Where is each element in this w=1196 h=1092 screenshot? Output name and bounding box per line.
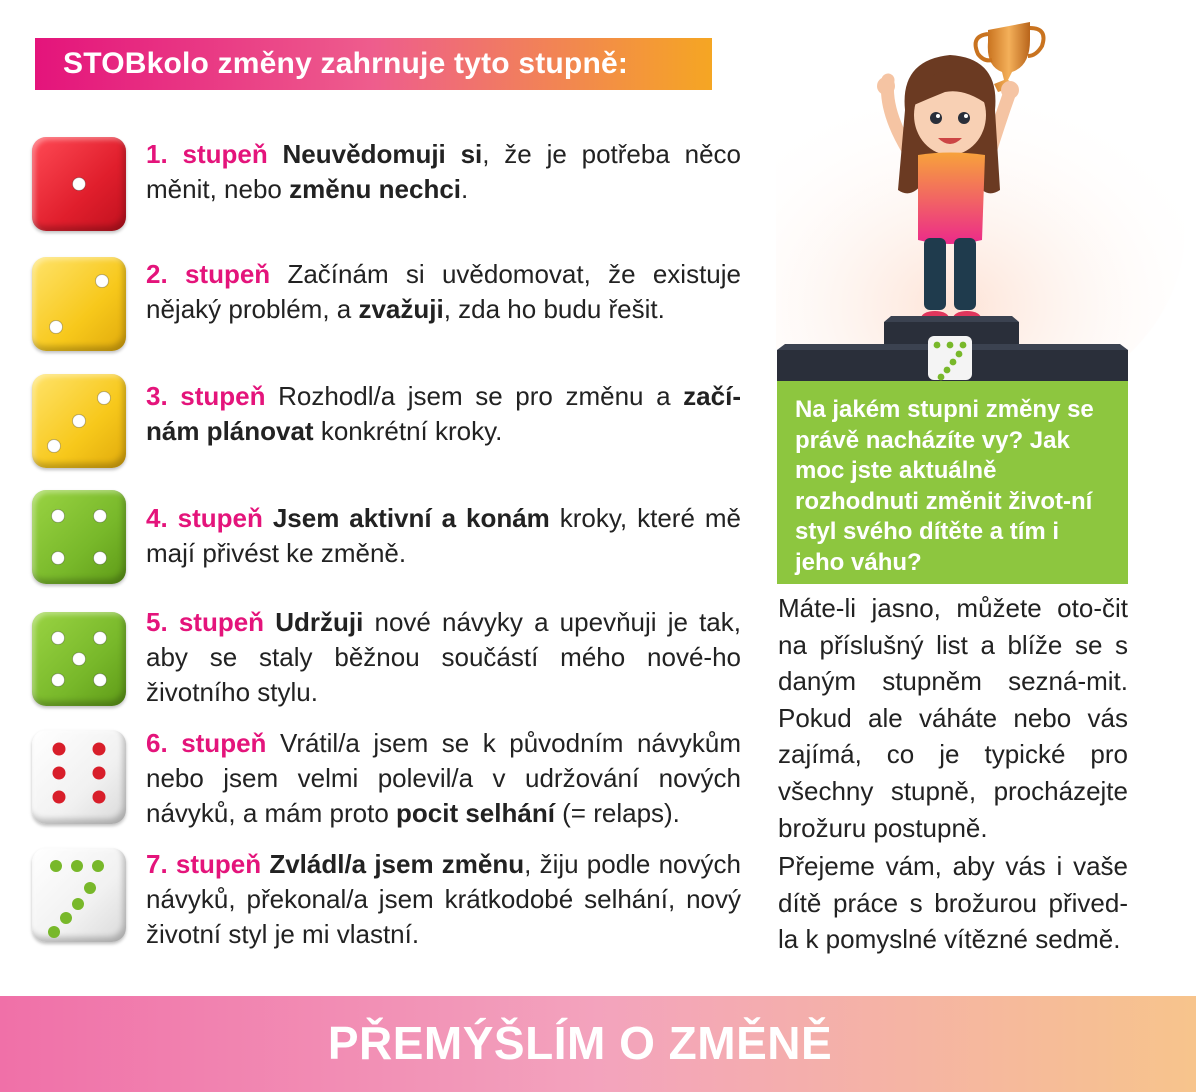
die-pips <box>32 137 126 231</box>
emphasis-text: Udržuji <box>275 607 364 637</box>
die-pip <box>73 415 86 428</box>
stage-text <box>146 137 741 207</box>
right-leg <box>954 238 976 310</box>
info-paragraph: Máte-li jasno, můžete oto-čit na příslušný list a blíže se s daným stupněm sezná-mit. Pokud ale váháte nebo vás zajímá, co je typické pro všechny stupně, procházejte brožuru postupně. <box>778 593 1128 843</box>
emphasis-text: Neuvědomuji si <box>282 139 483 169</box>
die-pip <box>96 275 109 288</box>
die-pip <box>94 632 107 645</box>
stage-description: Neuvědomuji si, že je potřeba něco měnit, nebo změnu nechci. <box>146 139 741 204</box>
stage-text <box>146 726 741 831</box>
die-pip <box>48 926 60 938</box>
question-box <box>777 381 1128 584</box>
die-pips <box>32 730 126 824</box>
die-pip <box>72 898 84 910</box>
stage-number: 4. stupeň <box>146 503 263 533</box>
die-pip <box>52 632 65 645</box>
left-leg <box>924 238 946 310</box>
die-pip <box>52 674 65 687</box>
stage-description: Začínám si uvědomovat, že existuje nějaký problém, a zvažuji, zda ho budu řešit. <box>146 259 741 324</box>
die-pip <box>93 791 106 804</box>
die-pip <box>84 882 96 894</box>
die-pips <box>32 374 126 468</box>
stage-number: 1. stupeň <box>146 139 268 169</box>
die-pip <box>50 860 62 872</box>
die-pip <box>52 510 65 523</box>
die-6-white-icon <box>32 730 126 824</box>
die-pips <box>32 490 126 584</box>
die-pip <box>94 510 107 523</box>
stage-number: 6. stupeň <box>146 728 267 758</box>
header-banner <box>35 38 712 90</box>
stage-number: 3. stupeň <box>146 381 266 411</box>
die-1-red-icon <box>32 137 126 231</box>
die-pip <box>93 743 106 756</box>
die-pip <box>98 392 111 405</box>
girl-on-podium-illustration <box>776 0 1196 385</box>
emphasis-text: Jsem aktivní a konám <box>272 503 550 533</box>
stage-number: 2. stupeň <box>146 259 271 289</box>
emphasis-text: pocit selhání <box>396 798 555 828</box>
die-pips <box>32 612 126 706</box>
die-pip <box>93 767 106 780</box>
die-pip <box>94 552 107 565</box>
header-title: STOBkolo změny zahrnuje tyto stupně: <box>63 47 629 80</box>
stage-description: Udržuji nové návyky a upevňuji je tak, aby se staly běžnou součástí mého nové-ho životního stylu. <box>146 607 741 707</box>
stage-number: 5. stupeň <box>146 607 265 637</box>
footer-title: PŘEMÝŠLÍM O ZMĚNĚ <box>327 1017 833 1069</box>
die-pip <box>48 440 61 453</box>
die-pip <box>53 791 66 804</box>
die-2-yellow-icon <box>32 257 126 351</box>
die-pips <box>32 257 126 351</box>
die-pip <box>71 860 83 872</box>
die-5-green-icon <box>32 612 126 706</box>
die-pip <box>73 178 86 191</box>
stage-description: Vrátil/a jsem se k původním návykům nebo jsem velmi polevil/a v udržování nových návyků, a mám proto pocit selhání (= relaps). <box>146 728 741 828</box>
stage-text <box>146 501 741 571</box>
footer-banner <box>0 996 1196 1092</box>
stage-description: Zvládl/a jsem změnu, žiju podle nových návyků, překonal/a jsem krátkodobé selhání, nový životní styl je mi vlastní. <box>146 849 741 949</box>
stage-description: Jsem aktivní a konám kroky, které mě mají přivést ke změně. <box>146 503 741 568</box>
wish-paragraph: Přejeme vám, aby vás i vaše dítě práce s brožurou přived-la k pomyslné vítězné sedmě. <box>778 851 1128 955</box>
stage-text <box>146 847 741 952</box>
shirt <box>918 153 985 245</box>
stage-text <box>146 257 741 327</box>
die-3-yellow-icon <box>32 374 126 468</box>
emphasis-text: začí-nám plánovat <box>146 381 741 446</box>
die-pip <box>52 552 65 565</box>
die-7-white-icon <box>32 848 126 942</box>
die-pip <box>53 743 66 756</box>
stage-text <box>146 379 741 449</box>
die-pip <box>92 860 104 872</box>
die-4-green-icon <box>32 490 126 584</box>
die-pips <box>32 848 126 942</box>
emphasis-text: změnu nechci <box>289 174 462 204</box>
stage-number: 7. stupeň <box>146 849 262 879</box>
emphasis-text: Zvládl/a jsem změnu <box>269 849 525 879</box>
stage-description: Rozhodl/a jsem se pro změnu a začí-nám plánovat konkrétní kroky. <box>146 381 741 446</box>
question-text: Na jakém stupni změny se právě nacházíte vy? Jak moc jste aktuálně rozhodnuti změnit život-ní styl svého dítěte a tím i jeho váhu? <box>795 396 1094 576</box>
die-pip <box>60 912 72 924</box>
die-pip <box>50 321 63 334</box>
die-pip <box>53 767 66 780</box>
stage-text <box>146 605 741 710</box>
die-pip <box>73 653 86 666</box>
die-pip <box>94 674 107 687</box>
emphasis-text: zvažuji <box>358 294 444 324</box>
